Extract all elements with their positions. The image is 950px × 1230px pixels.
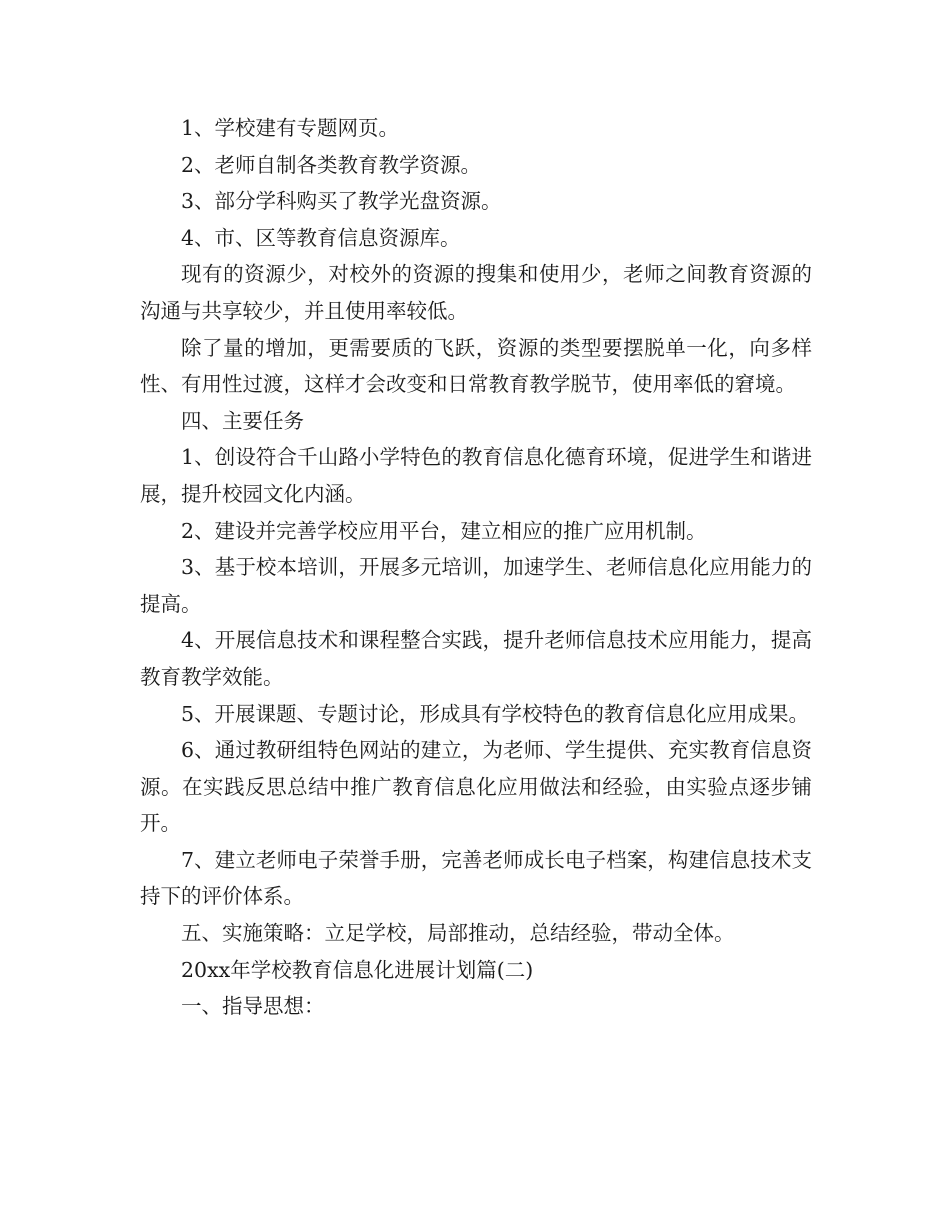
paragraph-12: 5、开展课题、专题讨论，形成具有学校特色的教育信息化应用成果。 bbox=[181, 701, 810, 726]
paragraph-8: 1、创设符合千山路小学特色的教育信息化德育环境，促进学生和谐进展，提升校园文化内涵。 bbox=[140, 445, 812, 506]
paragraph-1: 1、学校建有专题网页。 bbox=[181, 116, 400, 140]
section-heading-main-tasks: 四、主要任务 bbox=[181, 408, 304, 433]
paragraph-6: 除了量的增加，更需要质的飞跃，资源的类型要摆脱单一化，向多样性、有用性过渡，这样才会改变和日常教育教学脱节，使用率低的窘境。 bbox=[140, 335, 812, 397]
paragraph-14: 7、建立老师电子荣誉手册，完善老师成长电子档案，构建信息技术支持下的评价体系。 bbox=[140, 847, 812, 909]
paragraph-11: 4、开展信息技术和课程整合实践，提升老师信息技术应用能力，提高教育教学效能。 bbox=[140, 628, 812, 689]
section-heading-guiding-thought: 一、指导思想： bbox=[181, 994, 325, 1019]
article-title-part-two: 20xx年学校教育信息化进展计划篇(二) bbox=[181, 957, 534, 982]
document-body bbox=[140, 110, 812, 1025]
paragraph-3: 3、部分学科购买了教学光盘资源。 bbox=[181, 189, 502, 214]
paragraph-4: 4、市、区等教育信息资源库。 bbox=[181, 225, 461, 250]
paragraph-5: 现有的资源少，对校外的资源的搜集和使用少，老师之间教育资源的沟通与共享较少，并且使用率较低。 bbox=[140, 262, 812, 323]
paragraph-9: 2、建设并完善学校应用平台，建立相应的推广应用机制。 bbox=[181, 518, 707, 543]
paragraph-13: 6、通过教研组特色网站的建立，为老师、学生提供、充实教育信息资源。在实践反思总结中推广教育信息化应用做法和经验，由实验点逐步铺开。 bbox=[140, 738, 812, 836]
section-heading-strategy: 五、实施策略：立足学校，局部推动，总结经验，带动全体。 bbox=[181, 921, 735, 946]
paragraph-10: 3、基于校本培训，开展多元培训，加速学生、老师信息化应用能力的提高。 bbox=[140, 555, 812, 616]
paragraph-2: 2、老师自制各类教育教学资源。 bbox=[181, 152, 482, 177]
